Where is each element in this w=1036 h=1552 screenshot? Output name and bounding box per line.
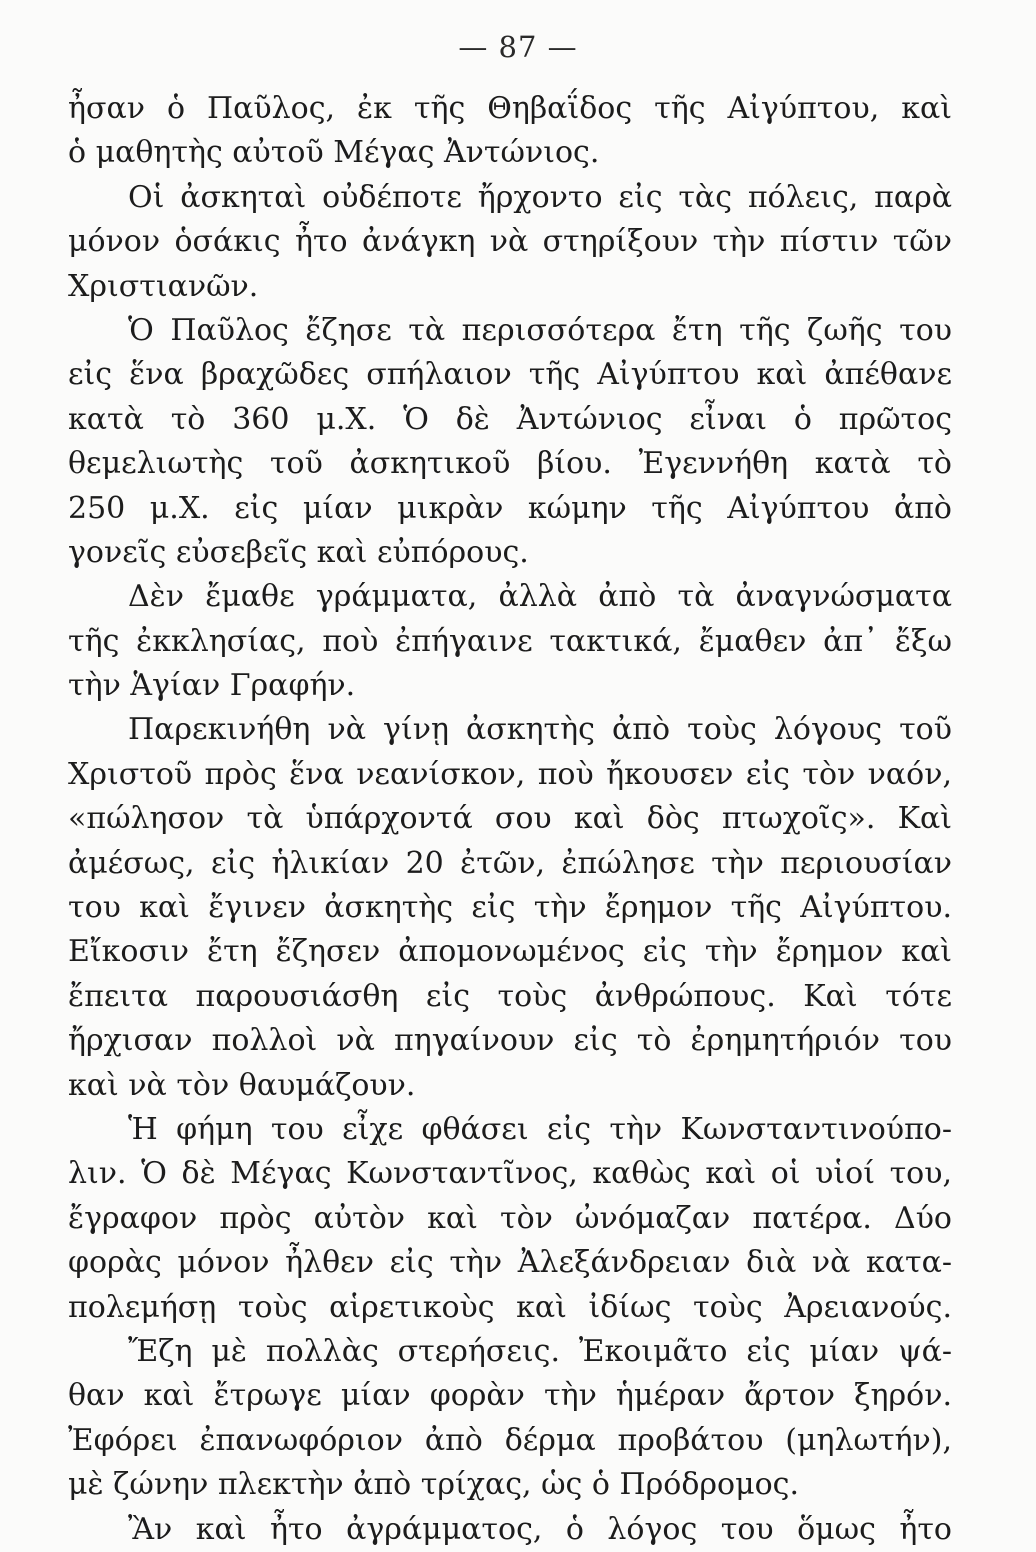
text-line: γονεῖς εὐσεβεῖς καὶ εὐπόρους. bbox=[68, 534, 529, 570]
text-line: τὴν Ἁγίαν Γραφήν. bbox=[68, 668, 356, 704]
text-line: Χριστοῦ πρὸς ἕνα νεανίσκον, ποὺ ἤκουσεν εἰς τὸν ναόν, bbox=[68, 756, 952, 792]
text-line: εἰς ἕνα βραχῶδες σπήλαιον τῆς Αἰγύπτου καὶ ἀπέθανε bbox=[68, 357, 952, 393]
text-line: ὁ μαθητὴς αὐτοῦ Μέγας Ἀντώνιος. bbox=[68, 135, 600, 171]
page-number: — 87 — bbox=[458, 30, 578, 64]
text-line: θεμελιωτὴς τοῦ ἀσκητικοῦ βίου. Ἐγεννήθη κατὰ τὸ bbox=[68, 446, 952, 482]
text-line: Εἴκοσιν ἔτη ἔζησεν ἀπομονωμένος εἰς τὴν ἔρημον καὶ bbox=[68, 934, 952, 970]
text-line: φορὰς μόνον ἦλθεν εἰς τὴν Ἀλεξάνδρειαν διὰ νὰ κατα- bbox=[68, 1245, 952, 1281]
text-line: Ἡ φήμη του εἶχε φθάσει εἰς τὴν Κωνσταντινούπο- bbox=[128, 1111, 952, 1147]
text-line: πολεμήσῃ τοὺς αἱρετικοὺς καὶ ἰδίως τοὺς Ἀρειανούς. bbox=[68, 1289, 952, 1325]
text-line: Δὲν ἔμαθε γράμματα, ἀλλὰ ἀπὸ τὰ ἀναγνώσματα bbox=[128, 579, 952, 615]
text-line: Ἂν καὶ ἦτο ἀγράμματος, ὁ λόγος του ὅμως ἦτο bbox=[128, 1511, 952, 1547]
text-line: του καὶ ἔγινεν ἀσκητὴς εἰς τὴν ἔρημον τῆς Αἰγύπτου. bbox=[68, 890, 952, 926]
text-line: Ἔζη μὲ πολλὰς στερήσεις. Ἐκοιμᾶτο εἰς μίαν ψά- bbox=[128, 1333, 952, 1369]
text-line: 250 μ.Χ. εἰς μίαν μικρὰν κώμην τῆς Αἰγύπτου ἀπὸ bbox=[68, 490, 952, 526]
text-line: ἤρχισαν πολλοὶ νὰ πηγαίνουν εἰς τὸ ἐρημητήριόν του bbox=[68, 1023, 952, 1059]
text-line: μὲ ζώνην πλεκτὴν ἀπὸ τρίχας, ὡς ὁ Πρόδρομος. bbox=[68, 1467, 800, 1503]
text-line: ἦσαν ὁ Παῦλος, ἐκ τῆς Θηβαΐδος τῆς Αἰγύπτου, καὶ bbox=[68, 91, 952, 126]
text-line: Ὁ Παῦλος ἔζησε τὰ περισσότερα ἔτη τῆς ζωῆς του bbox=[128, 312, 952, 348]
text-line: «πώλησον τὰ ὑπάρχοντά σου καὶ δὸς πτωχοῖς». Καὶ bbox=[68, 801, 952, 837]
text-line: μόνον ὁσάκις ἦτο ἀνάγκη νὰ στηρίξουν τὴν πίστιν τῶν bbox=[68, 224, 952, 260]
text-line: κατὰ τὸ 360 μ.Χ. Ὁ δὲ Ἀντώνιος εἶναι ὁ πρῶτος bbox=[68, 401, 952, 437]
text-line: τῆς ἐκκλησίας, ποὺ ἐπήγαινε τακτικά, ἔμαθεν ἀπ᾿ ἔξω bbox=[68, 623, 952, 659]
text-line: καὶ νὰ τὸν θαυμάζουν. bbox=[68, 1067, 416, 1103]
text-line: θαν καὶ ἔτρωγε μίαν φορὰν τὴν ἡμέραν ἄρτον ξηρόν. bbox=[68, 1378, 952, 1414]
text-line: ἀμέσως, εἰς ἡλικίαν 20 ἐτῶν, ἐπώλησε τὴν περιουσίαν bbox=[68, 845, 952, 881]
text-line: ἔγραφον πρὸς αὐτὸν καὶ τὸν ὠνόμαζαν πατέρα. Δύο bbox=[68, 1200, 952, 1236]
text-line: Παρεκινήθη νὰ γίνῃ ἀσκητὴς ἀπὸ τοὺς λόγους τοῦ bbox=[128, 712, 952, 748]
body-text bbox=[68, 87, 952, 1552]
text-line: λιν. Ὁ δὲ Μέγας Κωνσταντῖνος, καθὼς καὶ οἱ υἱοί του, bbox=[68, 1156, 952, 1192]
text-line: ἔπειτα παρουσιάσθη εἰς τοὺς ἀνθρώπους. Καὶ τότε bbox=[68, 978, 952, 1014]
text-line: Ἐφόρει ἐπανωφόριον ἀπὸ δέρμα προβάτου (μηλωτήν), bbox=[68, 1422, 952, 1458]
text-line: Χριστιανῶν. bbox=[68, 268, 259, 304]
text-line: Οἱ ἀσκηταὶ οὐδέποτε ἤρχοντο εἰς τὰς πόλεις, παρὰ bbox=[128, 179, 952, 215]
